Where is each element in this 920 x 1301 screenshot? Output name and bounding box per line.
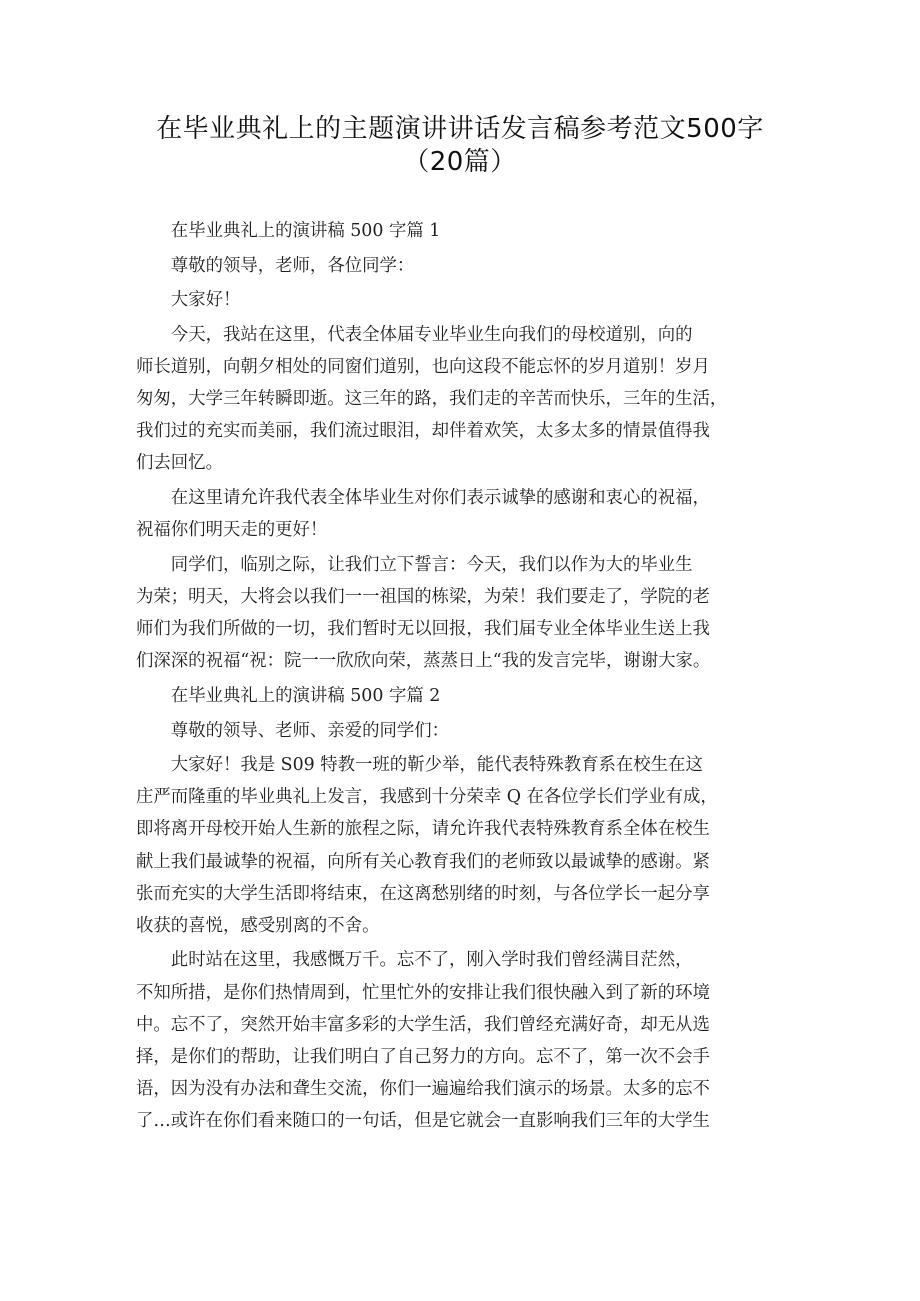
paragraph-line: 们深深的祝福“祝：院一一欣欣向荣，蒸蒸日上“我的发言完毕，谢谢大家。 xyxy=(136,651,711,672)
paragraph-line: 中。忘不了，突然开始丰富多彩的大学生活，我们曾经充满好奇，却无从选 xyxy=(136,1014,710,1035)
paragraph-line: 同学们，临别之际，让我们立下誓言：今天，我们以作为大的毕业生 xyxy=(170,554,693,575)
document-title-line-2: （20篇） xyxy=(403,147,517,177)
paragraph-line: 即将离开母校开始人生新的旅程之际，请允许我代表特殊教育系全体在校生 xyxy=(136,819,710,840)
paragraph-line: 大家好！ xyxy=(170,290,241,311)
paragraph xyxy=(136,215,794,247)
paragraph-line: 尊敬的领导、老师、亲爱的同学们： xyxy=(170,720,450,741)
paragraph xyxy=(136,680,794,712)
paragraph xyxy=(136,482,794,546)
paragraph-line: 师们为我们所做的一切，我们暂时无以回报，我们届专业全体毕业生送上我 xyxy=(136,619,710,640)
paragraph-line: 择，是你们的帮助，让我们明白了自己努力的方向。忘不了，第一次不会手 xyxy=(136,1046,710,1067)
paragraph-line: 尊敬的领导，老师，各位同学： xyxy=(170,255,415,276)
paragraph-line: 收获的喜悦，感受别离的不舍。 xyxy=(136,915,380,936)
paragraph-line: 我们过的充实而美丽，我们流过眼泪，却伴着欢笑，太多太多的情景值得我 xyxy=(136,421,710,442)
paragraph xyxy=(136,319,794,479)
paragraph-line: 庄严而隆重的毕业典礼上发言，我感到十分荣幸 Q 在各位学长们学业有成， xyxy=(136,787,718,808)
paragraph-line: 献上我们最诚挚的祝福，向所有关心教育我们的老师致以最诚挚的感谢。紧 xyxy=(136,851,710,872)
paragraph-line: 大家好！我是 S09 特教一班的靳少举，能代表特殊教育系在校生在这 xyxy=(170,755,703,776)
paragraph-line: 今天，我站在这里，代表全体届专业毕业生向我们的母校道别，向的 xyxy=(170,325,693,346)
paragraph xyxy=(136,549,794,677)
paragraph-line: 匆匆，大学三年转瞬即逝。这三年的路，我们走的辛苦而快乐，三年的生活， xyxy=(136,389,728,410)
paragraph-line: 不知所措，是你们热情周到，忙里忙外的安排让我们很快融入到了新的环境 xyxy=(136,982,710,1003)
paragraph-line: 为荣；明天，大将会以我们一一祖国的栋梁，为荣！我们要走了，学院的老 xyxy=(136,587,710,607)
paragraph xyxy=(136,284,794,316)
paragraph-line: 语，因为没有办法和聋生交流，你们一遍遍给我们演示的场景。太多的忘不 xyxy=(136,1078,710,1099)
paragraph-line: 在毕业典礼上的演讲稿 500 字篇 2 xyxy=(170,685,441,706)
paragraph-line: 祝福你们明天走的更好！ xyxy=(136,520,328,541)
paragraph xyxy=(136,749,794,942)
document-body xyxy=(136,215,794,1140)
paragraph-line: 了…或许在你们看来随口的一句话，但是它就会一直影响我们三年的大学生 xyxy=(136,1110,710,1131)
paragraph-line: 此时站在这里，我感慨万千。忘不了，刚入学时我们曾经满目茫然， xyxy=(170,950,693,971)
paragraph-line: 张而充实的大学生活即将结束，在这离愁别绪的时刻，与各位学长一起分享 xyxy=(136,883,710,904)
paragraph-line: 们去回忆。 xyxy=(136,453,223,474)
paragraph xyxy=(136,250,794,282)
paragraph-line: 师长道别，向朝夕相处的同窗们道别，也向这段不能忘怀的岁月道别！岁月 xyxy=(136,357,710,378)
paragraph xyxy=(136,715,794,747)
document-title-line-1: 在毕业典礼上的主题演讲讲话发言稿参考范文500字 xyxy=(156,114,764,144)
paragraph-line: 在这里请允许我代表全体毕业生对你们表示诚挚的感谢和衷心的祝福， xyxy=(170,488,710,509)
paragraph xyxy=(136,944,794,1137)
paragraph-line: 在毕业典礼上的演讲稿 500 字篇 1 xyxy=(170,221,441,241)
